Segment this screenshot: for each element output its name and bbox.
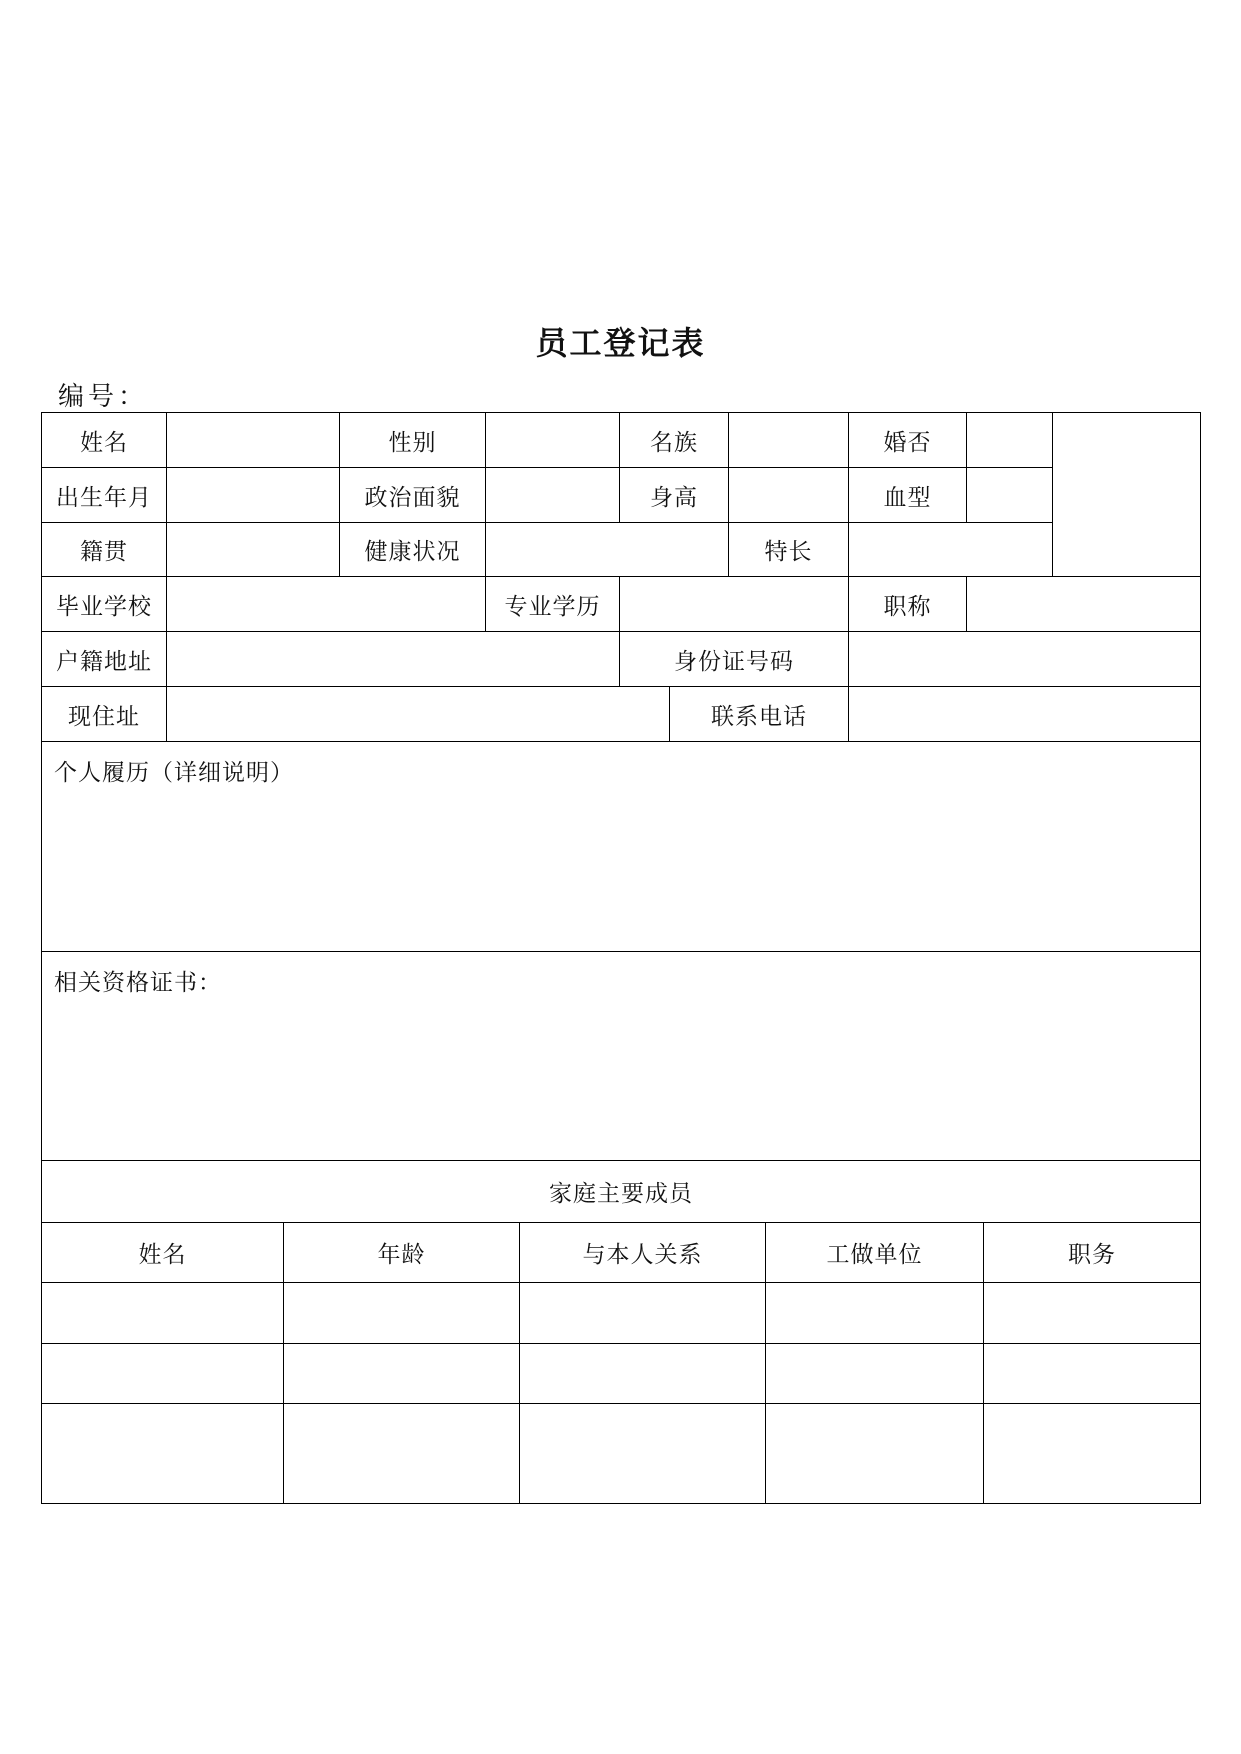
name-field[interactable] bbox=[167, 413, 340, 468]
household-field[interactable] bbox=[167, 632, 620, 687]
id-number-field[interactable] bbox=[849, 632, 1200, 687]
native-field[interactable] bbox=[167, 523, 340, 577]
id-number-label: 身份证号码 bbox=[620, 632, 849, 687]
family-cell[interactable] bbox=[520, 1404, 766, 1503]
political-field[interactable] bbox=[486, 468, 620, 523]
gender-field[interactable] bbox=[486, 413, 620, 468]
blood-field[interactable] bbox=[967, 468, 1053, 523]
registration-form bbox=[41, 412, 1201, 1504]
family-cell[interactable] bbox=[284, 1344, 520, 1404]
gender-label: 性别 bbox=[340, 413, 486, 468]
photo-area[interactable] bbox=[1053, 413, 1200, 577]
blood-label: 血型 bbox=[849, 468, 967, 523]
family-header: 家庭主要成员 bbox=[42, 1161, 1200, 1223]
form-title: 员工登记表 bbox=[535, 324, 706, 362]
family-cell[interactable] bbox=[520, 1344, 766, 1404]
family-col-name: 姓名 bbox=[42, 1223, 284, 1283]
ethnicity-label: 名族 bbox=[620, 413, 729, 468]
family-col-position: 职务 bbox=[984, 1223, 1200, 1283]
phone-label: 联系电话 bbox=[670, 687, 849, 742]
marital-field[interactable] bbox=[967, 413, 1053, 468]
ethnicity-field[interactable] bbox=[729, 413, 849, 468]
family-col-relation: 与本人关系 bbox=[520, 1223, 766, 1283]
family-col-age: 年龄 bbox=[284, 1223, 520, 1283]
specialty-label: 特长 bbox=[729, 523, 849, 577]
health-field[interactable] bbox=[486, 523, 729, 577]
family-cell[interactable] bbox=[766, 1404, 984, 1503]
certificates-label: 相关资格证书： bbox=[54, 970, 222, 996]
height-label: 身高 bbox=[620, 468, 729, 523]
native-label: 籍贯 bbox=[42, 523, 167, 577]
family-cell[interactable] bbox=[42, 1404, 284, 1503]
family-col-employer: 工做单位 bbox=[766, 1223, 984, 1283]
phone-field[interactable] bbox=[849, 687, 1200, 742]
serial-number-label: 编号： bbox=[58, 382, 149, 412]
political-label: 政治面貌 bbox=[340, 468, 486, 523]
family-cell[interactable] bbox=[984, 1404, 1200, 1503]
major-field[interactable] bbox=[620, 577, 849, 632]
name-label: 姓名 bbox=[42, 413, 167, 468]
health-label: 健康状况 bbox=[340, 523, 486, 577]
birth-field[interactable] bbox=[167, 468, 340, 523]
birth-label: 出生年月 bbox=[42, 468, 167, 523]
family-cell[interactable] bbox=[42, 1283, 284, 1344]
major-label: 专业学历 bbox=[486, 577, 620, 632]
family-cell[interactable] bbox=[766, 1344, 984, 1404]
resume-label: 个人履历（详细说明） bbox=[54, 760, 294, 786]
family-cell[interactable] bbox=[766, 1283, 984, 1344]
household-label: 户籍地址 bbox=[42, 632, 167, 687]
certificates-section[interactable] bbox=[42, 952, 1200, 1161]
resume-section[interactable] bbox=[42, 742, 1200, 952]
address-field[interactable] bbox=[167, 687, 670, 742]
school-label: 毕业学校 bbox=[42, 577, 167, 632]
address-label: 现住址 bbox=[42, 687, 167, 742]
family-cell[interactable] bbox=[284, 1404, 520, 1503]
family-cell[interactable] bbox=[984, 1344, 1200, 1404]
family-cell[interactable] bbox=[284, 1283, 520, 1344]
marital-label: 婚否 bbox=[849, 413, 967, 468]
job-title-field[interactable] bbox=[967, 577, 1200, 632]
height-field[interactable] bbox=[729, 468, 849, 523]
family-cell[interactable] bbox=[984, 1283, 1200, 1344]
specialty-field[interactable] bbox=[849, 523, 1053, 577]
family-cell[interactable] bbox=[520, 1283, 766, 1344]
family-cell[interactable] bbox=[42, 1344, 284, 1404]
job-title-label: 职称 bbox=[849, 577, 967, 632]
school-field[interactable] bbox=[167, 577, 486, 632]
